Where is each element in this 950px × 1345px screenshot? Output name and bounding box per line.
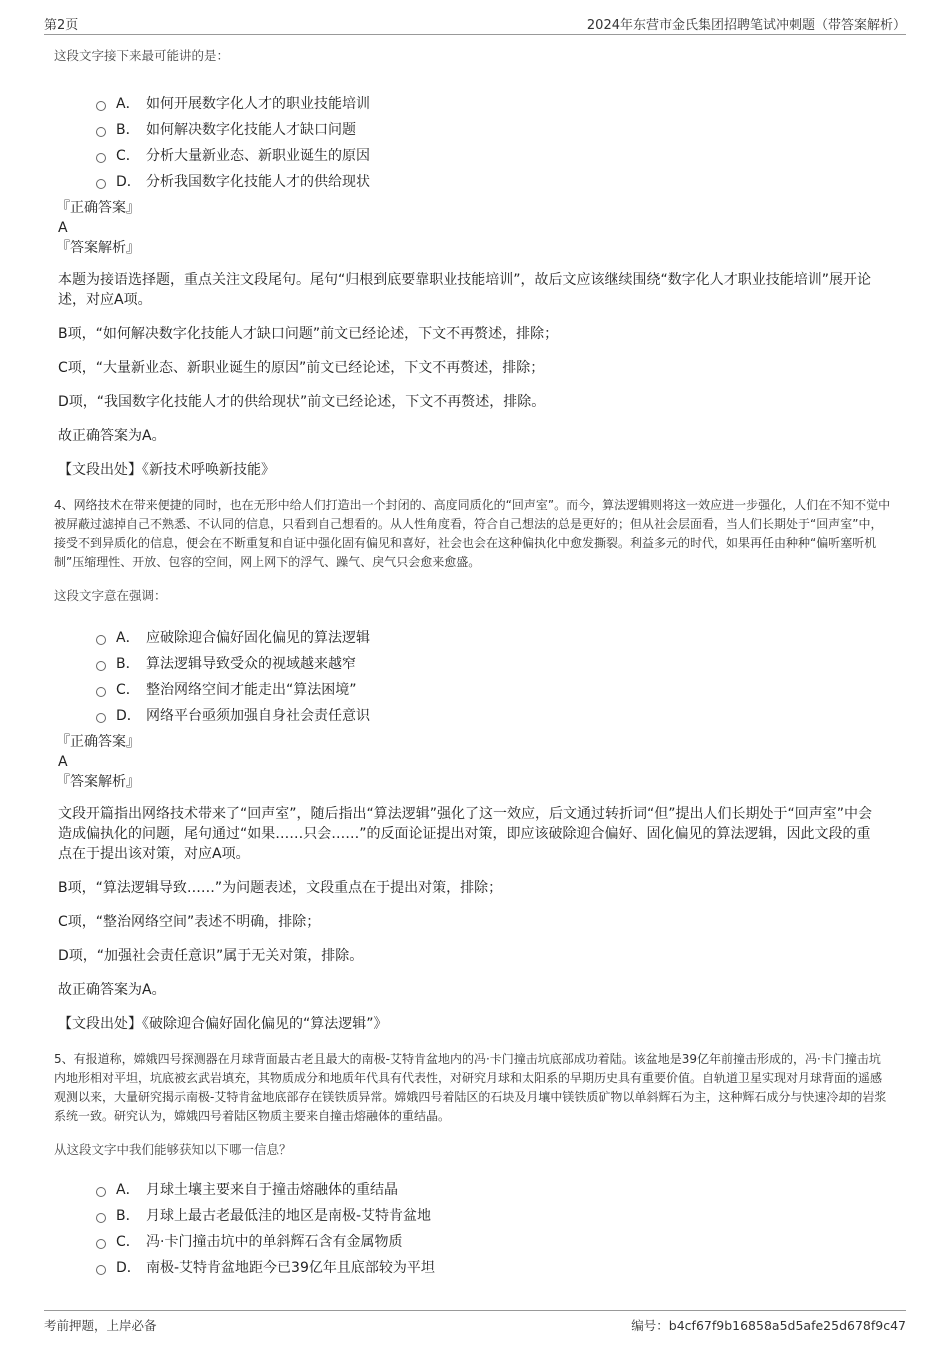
question-prompt: 这段文字接下来最可能讲的是：: [54, 48, 230, 63]
analysis-paragraph: 文段开篇指出网络技术带来了“回声室”，随后指出“算法逻辑”强化了这一效应，后文通过转折词“但”提出人们长期处于“回声室”中会造成偏执化的问题，尾句通过“如果……只会……”的反面论证提出对策，即应该破除迎合偏好、固化偏见的算法逻辑，因此文段的重点在于提出该对策，对应A项。: [58, 806, 873, 862]
option-b[interactable]: B． 月球上最古老最低洼的地区是南极-艾特肯盆地: [0, 1202, 950, 1228]
option-b[interactable]: B． 算法逻辑导致受众的视域越来越窄: [0, 650, 950, 676]
radio-icon[interactable]: [96, 1187, 106, 1197]
analysis-paragraph: C项，“大量新业态、新职业诞生的原因”前文已经论述，下文不再赘述，排除；: [58, 360, 545, 376]
option-text: 算法逻辑导致受众的视域越来越窄: [146, 656, 356, 672]
analysis: [58, 804, 880, 1000]
option-b[interactable]: B． 如何解决数字化技能人才缺口问题: [0, 116, 950, 142]
answer-label: 『正确答案』: [56, 734, 140, 750]
radio-icon[interactable]: [96, 179, 106, 189]
question-prompt: 这段文字意在强调：: [54, 588, 167, 603]
option-c[interactable]: C． 冯·卡门撞击坑中的单斜辉石含有金属物质: [0, 1228, 950, 1254]
analysis: [58, 270, 880, 446]
answer-block: [56, 732, 950, 792]
radio-icon[interactable]: [96, 635, 106, 645]
option-text: 南极-艾特肯盆地距今已39亿年且底部较为平坦: [146, 1260, 435, 1276]
option-d[interactable]: D． 南极-艾特肯盆地距今已39亿年且底部较为平坦: [0, 1254, 950, 1280]
option-c[interactable]: C． 整治网络空间才能走出“算法困境”: [0, 676, 950, 702]
source-citation: 【文段出处】《新技术呼唤新技能》: [58, 462, 275, 478]
footer-slogan: 考前押题，上岸必备: [44, 1318, 157, 1333]
question-prompt: 从这段文字中我们能够获知以下哪一信息？: [54, 1142, 292, 1157]
option-text: 应破除迎合偏好固化偏见的算法逻辑: [146, 630, 370, 646]
analysis-label: 『答案解析』: [56, 774, 140, 790]
option-text: 月球上最古老最低洼的地区是南极-艾特肯盆地: [146, 1208, 432, 1224]
option-list: [0, 1176, 950, 1280]
option-list: [0, 624, 950, 728]
page-content: [0, 44, 950, 1280]
radio-icon[interactable]: [96, 1239, 106, 1249]
option-a[interactable]: A． 月球土壤主要来自于撞击熔融体的重结晶: [0, 1176, 950, 1202]
analysis-paragraph: B项，“算法逻辑导致……”为问题表述，文段重点在于提出对策，排除；: [58, 880, 503, 896]
analysis-paragraph: D项，“加强社会责任意识”属于无关对策，排除。: [58, 948, 364, 964]
question-4: [0, 496, 950, 1034]
analysis-paragraph: B项，“如何解决数字化技能人才缺口问题”前文已经论述，下文不再赘述，排除；: [58, 326, 559, 342]
option-text: 如何解决数字化技能人才缺口问题: [146, 122, 356, 138]
option-text: 如何开展数字化人才的职业技能培训: [146, 96, 370, 112]
analysis-label: 『答案解析』: [56, 240, 140, 256]
option-list: [0, 90, 950, 194]
question-passage: 4、网络技术在带来便捷的同时，也在无形中给人们打造出一个封闭的、高度同质化的“回声室”。而今，算法逻辑则将这一效应进一步强化，人们在不知不觉中被屏蔽过滤掉自己不熟悉、不认同的信息，只看到自己想看的。从人性角度看，符合自己想法的总是更好的；但从社会层面看，当人们长期处于“回声室”中，接受不到异质化的信息，便会在不断重复和自证中强化固有偏见和喜好，社会也会在这种偏执化中愈发撕裂。利益多元的时代，如果再任由种种“偏听塞听机制”压缩理性、开放、包容的空间，网上网下的浮气、躁气、戾气只会愈来愈盛。: [54, 498, 891, 569]
radio-icon[interactable]: [96, 1265, 106, 1275]
question-3: [0, 44, 950, 480]
page-number: 第2页: [44, 18, 79, 33]
answer-block: [56, 198, 950, 258]
option-a[interactable]: A． 应破除迎合偏好固化偏见的算法逻辑: [0, 624, 950, 650]
answer-value: A: [58, 220, 68, 236]
question-passage: 5、有报道称，嫦娥四号探测器在月球背面最古老且最大的南极-艾特肯盆地内的冯·卡门撞击坑底部成功着陆。该盆地是39亿年前撞击形成的，冯·卡门撞击坑内地形相对平坦，坑底被玄武岩填充，其物质成分和地质年代具有代表性，对研究月球和太阳系的早期历史具有重要价值。自轨道卫星实现对月球背面的遥感观测以来，大量研究揭示南极-艾特肯盆地底部存在镁铁质异常。嫦娥四号着陆区的石块及月壤中镁铁质矿物以单斜辉石为主，这种辉石成分与快速冷却的岩浆系统一致。研究认为，嫦娥四号着陆区物质主要来自撞击熔融体的重结晶。: [54, 1052, 887, 1123]
answer-label: 『正确答案』: [56, 200, 140, 216]
source-citation: 【文段出处】《破除迎合偏好固化偏见的“算法逻辑”》: [58, 1016, 388, 1032]
option-text: 月球土壤主要来自于撞击熔融体的重结晶: [146, 1182, 398, 1198]
option-text: 网络平台亟须加强自身社会责任意识: [146, 708, 370, 724]
page-footer: [44, 1310, 906, 1337]
radio-icon[interactable]: [96, 127, 106, 137]
option-a[interactable]: A． 如何开展数字化人才的职业技能培训: [0, 90, 950, 116]
option-text: 分析我国数字化技能人才的供给现状: [146, 174, 370, 190]
document-id: 编号：b4cf67f9b16858a5d5afe25d678f9c47: [631, 1318, 906, 1333]
analysis-conclusion: 故正确答案为A。: [58, 428, 166, 444]
option-d[interactable]: D． 网络平台亟须加强自身社会责任意识: [0, 702, 950, 728]
analysis-paragraph: D项，“我国数字化技能人才的供给现状”前文已经论述，下文不再赘述，排除。: [58, 394, 546, 410]
radio-icon[interactable]: [96, 687, 106, 697]
radio-icon[interactable]: [96, 1213, 106, 1223]
option-text: 分析大量新业态、新职业诞生的原因: [146, 148, 370, 164]
option-d[interactable]: D． 分析我国数字化技能人才的供给现状: [0, 168, 950, 194]
document-title: 2024年东营市金氏集团招聘笔试冲刺题（带答案解析）: [586, 18, 906, 33]
answer-value: A: [58, 754, 68, 770]
analysis-conclusion: 故正确答案为A。: [58, 982, 166, 998]
radio-icon[interactable]: [96, 713, 106, 723]
option-text: 整治网络空间才能走出“算法困境”: [146, 682, 357, 698]
analysis-paragraph: 本题为接语选择题，重点关注文段尾句。尾句“归根到底要靠职业技能培训”，故后文应该继续围绕“数字化人才职业技能培训”展开论述，对应A项。: [58, 272, 872, 308]
radio-icon[interactable]: [96, 153, 106, 163]
radio-icon[interactable]: [96, 101, 106, 111]
page-header: [44, 12, 906, 35]
radio-icon[interactable]: [96, 661, 106, 671]
analysis-paragraph: C项，“整治网络空间”表述不明确，排除；: [58, 914, 321, 930]
option-text: 冯·卡门撞击坑中的单斜辉石含有金属物质: [146, 1234, 403, 1250]
question-5: [0, 1050, 950, 1280]
option-c[interactable]: C． 分析大量新业态、新职业诞生的原因: [0, 142, 950, 168]
